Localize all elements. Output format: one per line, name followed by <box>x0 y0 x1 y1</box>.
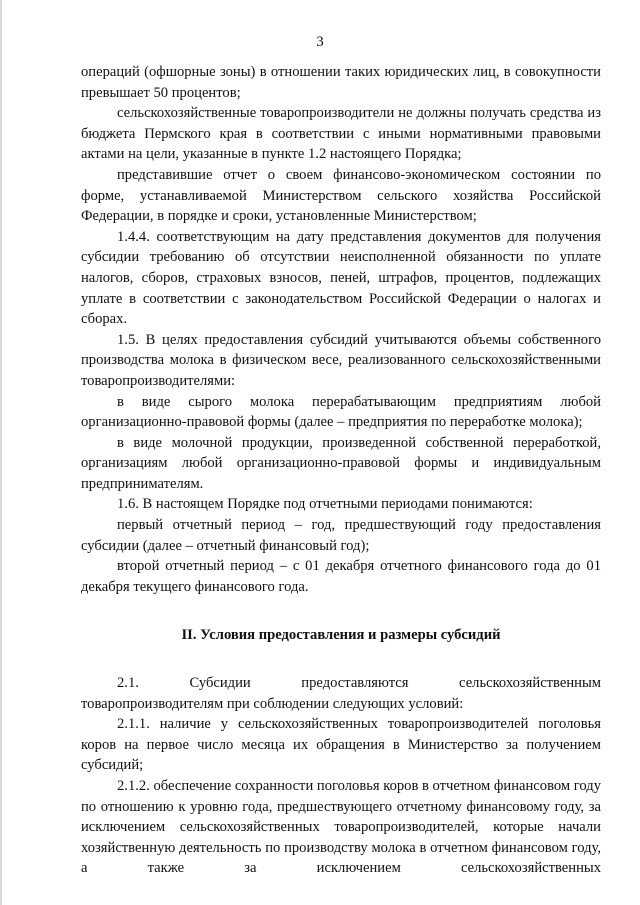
page-number: 3 <box>316 34 324 50</box>
document-body <box>81 62 601 879</box>
paragraph: первый отчетный период – год, предшествующий году предоставления субсидии (далее – отчетный финансовый год); <box>81 517 601 554</box>
paragraph: 2.1.1. наличие у сельскохозяйственных товаропроизводителей поголовья коров на первое число месяца их обращения в Министерство за получением субсидий; <box>81 716 601 774</box>
paragraph: сельскохозяйственные товаропроизводители не должны получать средства из бюджета Пермского края в соответствии с иными нормативными правовыми актами на цели, указанные в пункте 1.2 настоящего Порядка; <box>81 105 601 163</box>
section-heading: II. Условия предоставления и размеры субсидий <box>181 627 501 644</box>
paragraphs-after-section <box>81 673 601 879</box>
paragraph: 1.4.4. соответствующим на дату представления документов для получения субсидии требованию об отсутствии неисполненной обязанности по уплате налогов, сборов, страховых взносов, пеней, штрафов, процентов, подлежащих уплате в соответствии с законодательством Российской Федерации о налогах и сборах. <box>81 228 601 328</box>
paragraph: операций (офшорные зоны) в отношении таких юридических лиц, в совокупности превышает 50 процентов; <box>81 64 601 101</box>
paragraph: 2.1. Субсидии предоставляются сельскохозяйственным товаропроизводителям при соблюдении следующих условий: <box>81 675 601 712</box>
paragraph: в виде сырого молока перерабатывающим предприятиям любой организационно-правовой формы (далее – предприятия по переработке молока); <box>81 393 601 431</box>
paragraph: второй отчетный период – с 01 декабря отчетного финансового года до 01 декабря текущего финансового года. <box>81 558 601 595</box>
paragraphs-before-section <box>81 62 601 597</box>
paragraph: 2.1.2. обеспечение сохранности поголовья коров в отчетном финансовом году по отношению к уровню года, предшествующего отчетному финансовому году, за исключением сельскохозяйственных товаропроизводителей, которые начали хозяйственную деятельность по производству молока в отчетном финансовом году, а также за исключением сельскохозяйственных <box>81 778 601 877</box>
paragraph: 1.6. В настоящем Порядке под отчетными периодами понимаются: <box>117 496 533 513</box>
page-edge-shadow <box>0 0 2 905</box>
paragraph: в виде молочной продукции, произведенной собственной переработкой, организациям любой организационно-правовой формы и индивидуальным предпринимателям. <box>81 434 601 492</box>
paragraph: представившие отчет о своем финансово-экономическом состоянии по форме, устанавливаемой Министерством сельского хозяйства Российской Федерации, в порядке и сроки, установленные Министерством; <box>81 166 601 225</box>
paragraph: 1.5. В целях предоставления субсидий учитываются объемы собственного производства молока в физическом весе, реализованного сельскохозяйственными товаропроизводителями: <box>81 331 601 389</box>
